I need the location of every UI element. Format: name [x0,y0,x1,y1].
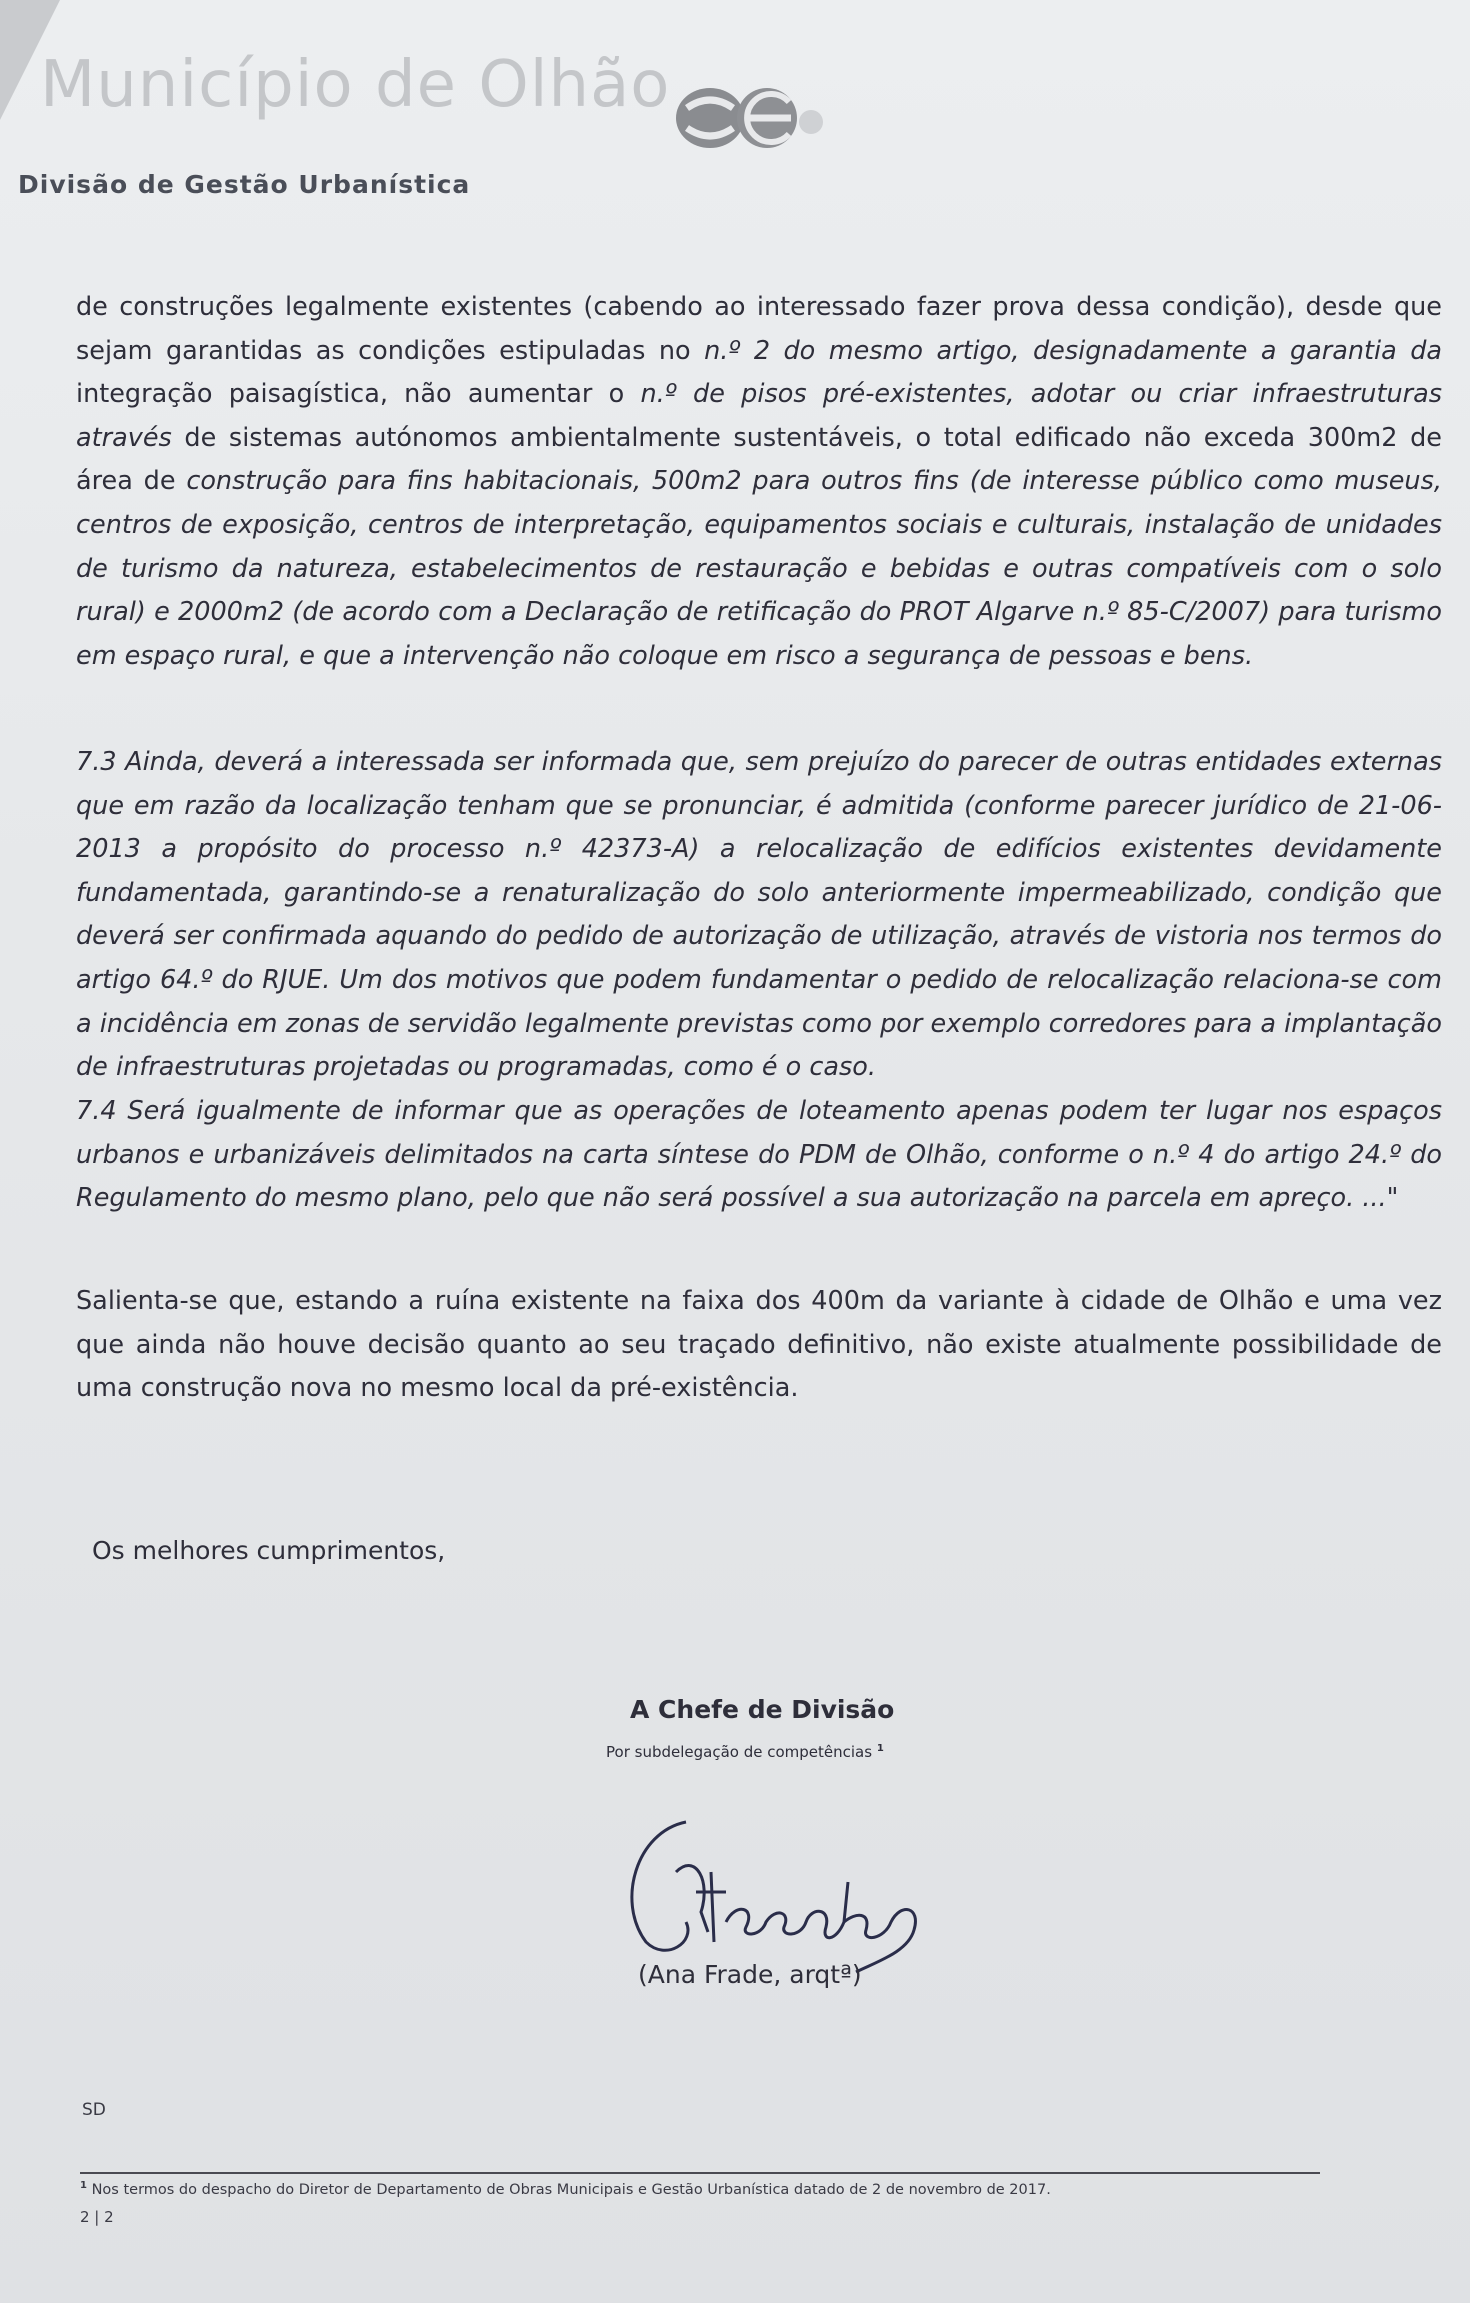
footnote-divider [80,2172,1320,2174]
paragraph-conditions [76,286,1442,678]
p1-part-b: n.º 2 do mesmo artigo, designadamente a garantia da [704,335,1443,366]
delegation-text: Por subdelegação de competências [606,1743,873,1761]
paragraph-7-3: 7.3 Ainda, deverá a interessada ser informada que, sem prejuízo do parecer de outras entidades externas que em razão da localização tenham que se pronunciar, é admitida (conforme parecer jurídico de 21-06-2013 a propósito do processo n.º 42373-A) a relocalização de edifícios existentes devidamente fundamentada, garantindo-se a renaturalização do solo anteriormente impermeabilizado, condição que deverá ser confirmada aquando do pedido de autorização de utilização, através de vistoria nos termos do artigo 64.º do RJUE. Um dos motivos que podem fundamentar o pedido de relocalização relaciona-se com a incidência em zonas de servidão legalmente previstas como por exemplo corredores para a implantação de infraestruturas projetadas ou programadas, como é o caso. [76,747,1442,1083]
handwritten-signature-icon [616,1812,946,1982]
page-number: 2 | 2 [80,2208,114,2226]
p1-part-a: de construções legalmente existentes (cabendo ao interessado fazer prova dessa condição), desde que sejam garantidas as condições estipuladas no [76,292,1442,366]
delegation-footnote-ref: 1 [876,1743,884,1754]
footnote-marker: 1 [80,2180,87,2191]
signatory-name: (Ana Frade, arqtª) [638,1960,862,1989]
p1-part-e: de sistemas autónomos ambientalmente sustentáveis, o total edificado não exceda 300m2 de área de [76,422,1442,497]
delegation-note [606,1743,884,1761]
p1-part-f: construção para fins habitacionais, 500m2 para outros fins (de interesse público como museus, centros de exposição, centros de interpretação, equipamentos sociais e culturais, instalação de unidades de turismo da natureza, estabelecimentos de restauração e bebidas e outras compatíveis com o solo rural) e 2000m2 (de acordo com a Declaração de retificação do PROT Algarve n.º 85-C/2007) para turismo em espaço rural, e que a intervenção não coloque em risco a segurança de pessoas e bens. [76,466,1442,671]
division-heading: Divisão de Gestão Urbanística [18,170,471,199]
p1-part-c: integração paisagística, não aumentar o [76,379,641,410]
paragraph-7-4: 7.4 Será igualmente de informar que as operações de loteamento apenas podem ter lugar nos espaços urbanos e urbanizáveis delimitados na carta síntese do PDM de Olhão, conforme o n.º 4 do artigo 24.º do Regulamento do mesmo plano, pelo que não será possível a sua autorização na parcela em apreço. ..." [76,1096,1442,1214]
municipality-logo-icon [665,78,825,158]
signatory-role: A Chefe de Divisão [630,1695,895,1724]
header-watermark: Município de Olhão [40,48,671,122]
footnote-text: Nos termos do despacho do Diretor de Departamento de Obras Municipais e Gestão Urbanística datado de 2 de novembro de 2017. [91,2181,1051,2198]
paragraph-conclusion: Salienta-se que, estando a ruína existente na faixa dos 400m da variante à cidade de Olhão e uma vez que ainda não houve decisão quanto ao seu traçado definitivo, não existe atualmente possibilidade de uma construção nova no mesmo local da pré-existência. [76,1286,1442,1404]
closing-salutation: Os melhores cumprimentos, [92,1536,446,1565]
p1-part-d: n.º de pisos pré-existentes, adotar ou criar infraestruturas através [76,379,1442,453]
footnote [80,2180,1051,2198]
author-initials: SD [82,2100,106,2120]
